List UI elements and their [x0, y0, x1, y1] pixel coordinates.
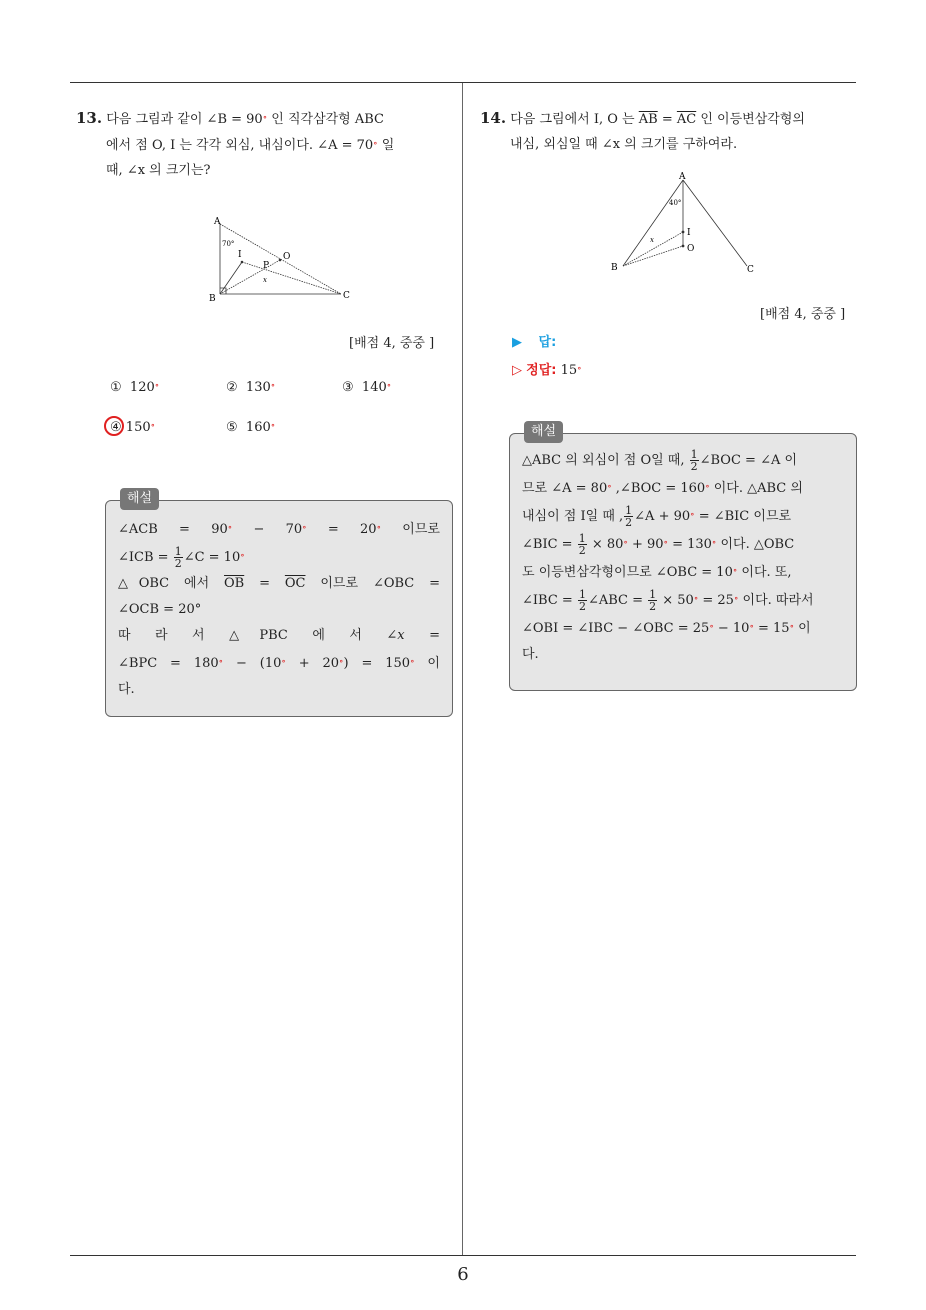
label-B: B [209, 294, 216, 304]
q13-triangle-figure [205, 212, 355, 307]
selected-answer-circle [104, 416, 124, 436]
page-number: 6 [457, 1264, 469, 1285]
question-13 [76, 106, 456, 183]
answer-field[interactable]: ▶ 답: [512, 335, 557, 350]
question-number: 14. [480, 109, 507, 127]
choice-1[interactable]: ① 120∘ [110, 380, 160, 395]
label-O: O [687, 244, 695, 254]
label-O: O [283, 252, 291, 262]
question-14-line1: 14. 다음 그림에서 I, O 는 $\overline{AB} = \overline{AC}$ 인 이등변삼각형의 [480, 109, 805, 127]
q13-solution-box: 해설 ∠ACB = 90∘ − 70∘ = 20∘ 이므로 ∠ICB = $\frac{1}{2}$ ∠C = 10∘ △OBC 에서 $\overline{OB} = \overline{OC}$ 이므로 ∠OBC = ∠OCB = 20° 따 라 서 △PBC 에 서 ∠x = ∠BPC = 180∘ − (10∘ + 20∘) = 150∘ 이 다. [105, 500, 453, 717]
label-x: x [263, 276, 267, 284]
label-P: P [263, 261, 270, 271]
q14-solution-box: 해설 △ABC 의 외심이 점 O일 때, $\frac{1}{2}$ ∠BOC = ∠A 이 므로 ∠A = 80∘ ,∠BOC = 160∘ 이다. △ABC 의 내심이 점 I일 때 , $\frac{1}{2}$ ∠A + 90∘ = ∠BIC 이므로 ∠BIC = $\frac{1}{2}$ × 80∘ + 90∘ = 130∘ 이다. △OBC 도 이등변삼각형이므로 ∠OBC = 10∘ 이다. 또, ∠IBC = $\frac{1}{2}$ ∠ABC = $\frac{1}{2}$ × 50∘ = 25∘ 이다. 따라서 ∠OBI = ∠IBC − ∠OBC = 25∘ − 10∘ = 15∘ 이 다. [509, 433, 857, 691]
label-A: A [679, 172, 686, 182]
q13-score: [배점 4, 중중 ] [349, 336, 435, 351]
label-C: C [343, 291, 350, 301]
label-B: B [611, 263, 618, 273]
choice-5[interactable]: ⑤ 160∘ [226, 420, 276, 435]
choice-2[interactable]: ② 130∘ [226, 380, 276, 395]
bottom-rule [70, 1255, 856, 1256]
question-13-line1: 13. 다음 그림과 같이 ∠B = 90∘ 인 직각삼각형 ABC [76, 109, 384, 127]
solution-tag: 해설 [120, 488, 159, 510]
answer-label: 답: [538, 335, 557, 350]
correct-answer: ▷ 정답: 15∘ [512, 363, 582, 378]
label-x: x [650, 236, 654, 244]
label-angle: 70° [222, 240, 235, 248]
top-rule [70, 82, 856, 83]
correct-label: 정답: [526, 363, 557, 378]
label-angle: 40° [669, 199, 682, 207]
choice-3[interactable]: ③ 140∘ [342, 380, 392, 395]
solution-tag: 해설 [524, 421, 563, 443]
label-I: I [238, 250, 242, 260]
question-13-line3: 때, ∠x 의 크기는? [106, 163, 211, 178]
question-number: 13. [76, 109, 103, 127]
label-I: I [687, 228, 691, 238]
q14-triangle-figure [605, 168, 765, 278]
choice-4[interactable]: ④ 150∘ [110, 420, 155, 435]
question-14-line2: 내심, 외심일 때 ∠x 의 크기를 구하여라. [510, 137, 738, 152]
question-13-line2: 에서 점 O, I 는 각각 외심, 내심이다. ∠A = 70∘ 일 [106, 138, 395, 153]
question-14 [480, 106, 860, 157]
correct-value: 15∘ [560, 363, 582, 378]
column-divider [462, 83, 463, 1255]
label-A: A [214, 217, 221, 227]
label-C: C [747, 265, 754, 275]
q14-score: [배점 4, 중중 ] [760, 307, 846, 322]
